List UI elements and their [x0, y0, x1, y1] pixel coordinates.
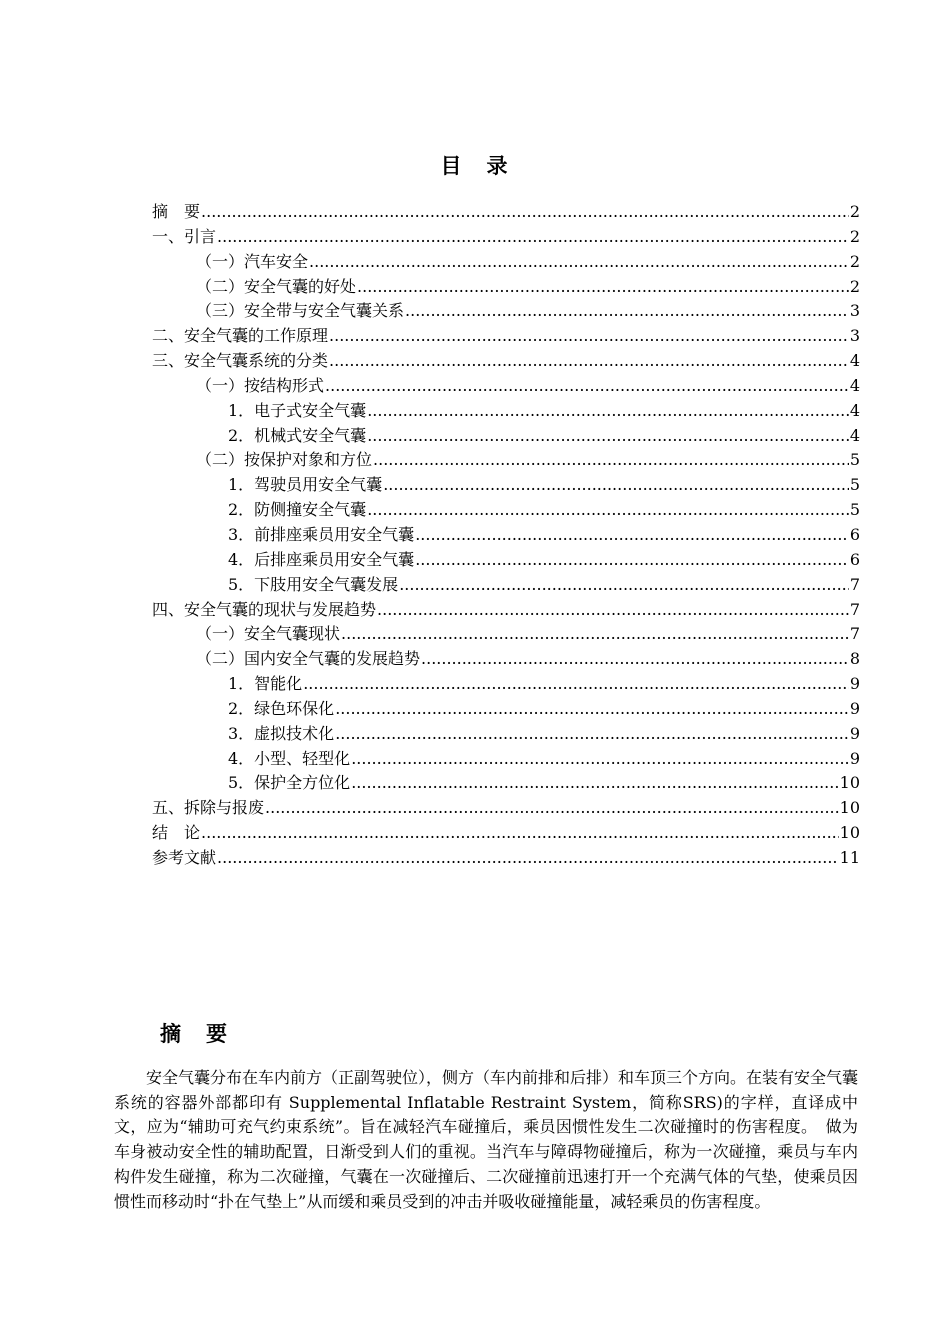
toc-entry-page-number: 7: [849, 599, 860, 619]
toc-entry[interactable]: [152, 846, 860, 871]
toc-leader-dots: [367, 424, 849, 449]
toc-leader-dots: [335, 722, 849, 747]
toc-entry-label: （一）按结构形式: [196, 375, 325, 395]
toc-entry-label: （一）汽车安全: [196, 251, 309, 271]
toc-entry[interactable]: [152, 424, 860, 449]
toc-leader-dots: [265, 796, 839, 821]
toc-entry-page-number: 7: [849, 624, 860, 644]
toc-leader-dots: [367, 498, 849, 523]
abstract-body: 安全气囊分布在车内前方（正副驾驶位），侧方（车内前排和后排）和车顶三个方向。在装有安全气囊系统的容器外部都印有 Supplemental Inflatable Restraint System，简称SRS)的字样，直译成中文，应为“辅助可充气约束系统”。旨在减轻汽车碰撞后，乘员因惯性发生二次碰撞时的伤害程度。 做为车身被动安全性的辅助配置，日渐受到人们的重视。当汽车与障碍物碰撞后，称为一次碰撞，乘员与车内构件发生碰撞，称为二次碰撞，气囊在一次碰撞后、二次碰撞前迅速打开一个充满气体的气垫，使乘员因惯性而移动时“扑在气垫上”从而缓和乘员受到的冲击并吸收碰撞能量，减轻乘员的伤害程度。: [114, 1068, 859, 1211]
toc-entry-page-number: 4: [849, 400, 860, 420]
toc-entry-page-number: 10: [839, 823, 860, 843]
toc-entry[interactable]: [152, 448, 860, 473]
toc-entry-page-number: 9: [849, 748, 860, 768]
toc-entry-page-number: 2: [849, 226, 860, 246]
toc-entry[interactable]: [152, 747, 860, 772]
toc-entry[interactable]: [152, 697, 860, 722]
table-of-contents: [152, 200, 860, 871]
toc-leader-dots: [383, 473, 849, 498]
toc-leader-dots: [303, 672, 849, 697]
toc-entry-label: 2．防侧撞安全气囊: [228, 500, 367, 520]
toc-leader-dots: [335, 697, 849, 722]
toc-entry-page-number: 6: [849, 524, 860, 544]
toc-entry-label: （二）安全气囊的好处: [196, 276, 357, 296]
toc-entry[interactable]: [152, 473, 860, 498]
toc-leader-dots: [377, 598, 849, 623]
toc-entry-label: 1．电子式安全气囊: [228, 400, 367, 420]
toc-entry-label: 1．智能化: [228, 674, 303, 694]
toc-leader-dots: [399, 573, 849, 598]
toc-entry[interactable]: [152, 250, 860, 275]
toc-entry[interactable]: [152, 200, 860, 225]
toc-entry-label: 3．前排座乘员用安全气囊: [228, 524, 415, 544]
toc-entry-label: 5．下肢用安全气囊发展: [228, 574, 399, 594]
toc-entry[interactable]: [152, 722, 860, 747]
toc-entry[interactable]: [152, 324, 860, 349]
toc-entry[interactable]: [152, 548, 860, 573]
toc-leader-dots: [421, 647, 849, 672]
toc-entry-label: 2．绿色环保化: [228, 698, 335, 718]
toc-leader-dots: [309, 250, 849, 275]
toc-leader-dots: [351, 771, 838, 796]
toc-entry-label: 4．后排座乘员用安全气囊: [228, 549, 415, 569]
toc-leader-dots: [201, 821, 839, 846]
toc-entry[interactable]: [152, 299, 860, 324]
toc-entry[interactable]: [152, 647, 860, 672]
toc-entry-page-number: 8: [849, 649, 860, 669]
toc-leader-dots: [367, 399, 849, 424]
toc-entry[interactable]: [152, 598, 860, 623]
toc-entry-page-number: 10: [839, 798, 860, 818]
toc-entry-page-number: 11: [839, 847, 860, 867]
toc-leader-dots: [201, 200, 849, 225]
toc-entry-page-number: 2: [849, 276, 860, 296]
toc-entry-label: 3．虚拟技术化: [228, 723, 335, 743]
toc-entry-page-number: 2: [849, 251, 860, 271]
toc-title: 目 录: [440, 153, 510, 178]
toc-entry[interactable]: [152, 349, 860, 374]
abstract-title: 摘 要: [160, 1021, 229, 1046]
toc-entry-page-number: 2: [849, 202, 860, 221]
toc-leader-dots: [329, 349, 849, 374]
toc-entry-label: （一）安全气囊现状: [196, 624, 341, 644]
toc-entry-page-number: 5: [849, 500, 860, 520]
toc-entry[interactable]: [152, 622, 860, 647]
toc-leader-dots: [325, 374, 849, 399]
toc-entry[interactable]: [152, 796, 860, 821]
toc-entry-label: 摘 要: [152, 202, 201, 221]
toc-entry[interactable]: [152, 573, 860, 598]
toc-entry-page-number: 4: [849, 425, 860, 445]
toc-entry-page-number: 9: [849, 674, 860, 694]
toc-entry-label: 参考文献: [152, 847, 217, 867]
toc-entry-label: 三、安全气囊系统的分类: [152, 351, 329, 371]
toc-entry[interactable]: [152, 821, 860, 846]
toc-entry-page-number: 3: [849, 326, 860, 346]
toc-entry[interactable]: [152, 399, 860, 424]
toc-entry-page-number: 3: [849, 301, 860, 321]
toc-leader-dots: [351, 747, 849, 772]
toc-entry-label: （二）国内安全气囊的发展趋势: [196, 649, 421, 669]
toc-entry-page-number: 4: [849, 351, 860, 371]
toc-entry[interactable]: [152, 225, 860, 250]
toc-entry-label: 2．机械式安全气囊: [228, 425, 367, 445]
toc-entry[interactable]: [152, 374, 860, 399]
toc-entry-label: 5．保护全方位化: [228, 773, 351, 793]
toc-entry-page-number: 9: [849, 698, 860, 718]
toc-entry-label: （二）按保护对象和方位: [196, 450, 373, 470]
toc-entry-page-number: 4: [849, 375, 860, 395]
toc-entry-label: 二、安全气囊的工作原理: [152, 326, 329, 346]
toc-entry-label: 1．驾驶员用安全气囊: [228, 475, 383, 495]
toc-leader-dots: [329, 324, 849, 349]
toc-entry-page-number: 10: [839, 773, 860, 793]
toc-leader-dots: [217, 846, 839, 871]
toc-entry[interactable]: [152, 771, 860, 796]
toc-entry-label: 一、引言: [152, 226, 217, 246]
toc-entry-page-number: 6: [849, 549, 860, 569]
toc-entry[interactable]: [152, 275, 860, 300]
toc-leader-dots: [357, 275, 849, 300]
toc-entry-label: 结 论: [152, 823, 201, 843]
toc-entry-label: 4．小型、轻型化: [228, 748, 351, 768]
toc-entry-page-number: 5: [849, 450, 860, 470]
toc-leader-dots: [405, 299, 849, 324]
toc-entry[interactable]: [152, 498, 860, 523]
toc-entry-page-number: 9: [849, 723, 860, 743]
toc-entry-page-number: 7: [849, 574, 860, 594]
toc-leader-dots: [415, 523, 849, 548]
toc-leader-dots: [415, 548, 849, 573]
toc-leader-dots: [373, 448, 849, 473]
toc-entry-label: 四、安全气囊的现状与发展趋势: [152, 599, 377, 619]
toc-entry[interactable]: [152, 523, 860, 548]
toc-entry[interactable]: [152, 672, 860, 697]
toc-entry-label: 五、拆除与报废: [152, 798, 265, 818]
toc-entry-label: （三）安全带与安全气囊关系: [196, 301, 405, 321]
toc-leader-dots: [341, 622, 849, 647]
toc-leader-dots: [217, 225, 849, 250]
toc-entry-page-number: 5: [849, 475, 860, 495]
